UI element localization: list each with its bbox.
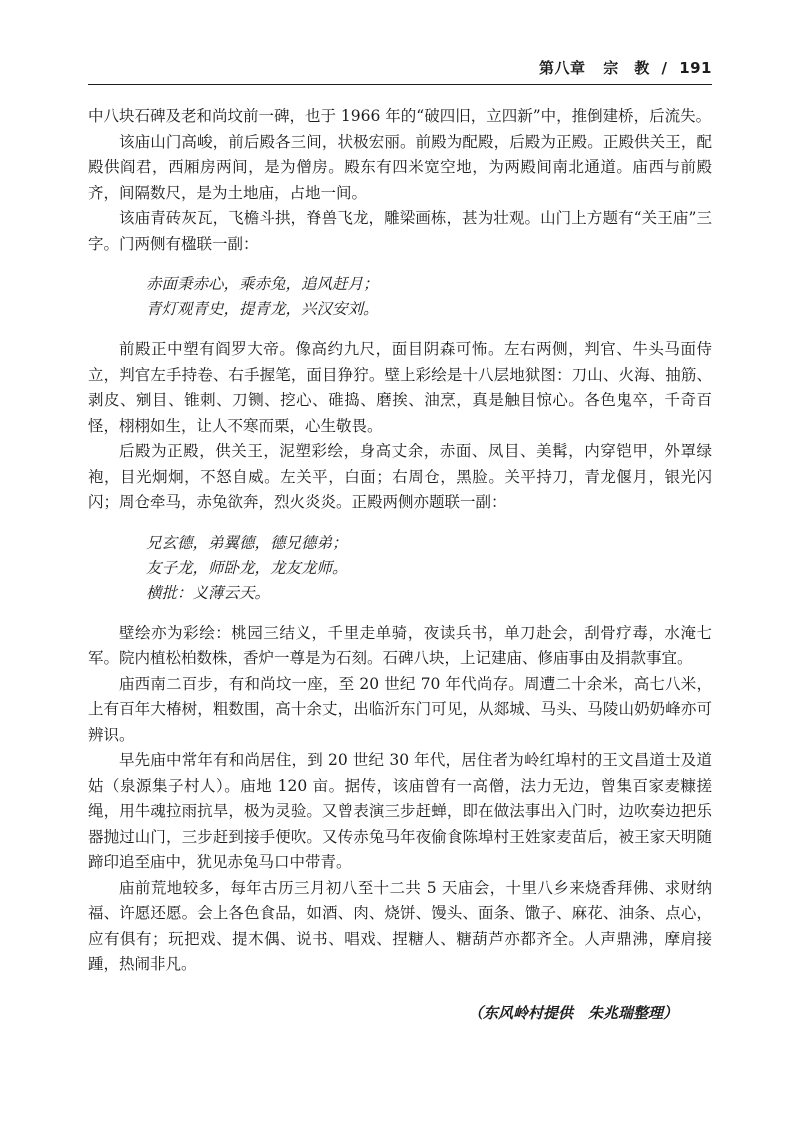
body-text: [88, 104, 712, 1023]
hall-couplet: [146, 531, 712, 606]
paragraph-3: 该庙青砖灰瓦，飞檐斗拱，脊兽飞龙，雕梁画栋，甚为壮观。山门上方题有“关王庙”三字。门两侧有楹联一副：: [88, 209, 712, 253]
paragraph-4: 前殿正中塑有阎罗大帝。像高约九尺，面目阴森可怖。左右两侧，判官、牛头马面侍立，判官左手持卷、右手握笔，面目狰狞。壁上彩绘是十八层地狱图：刀山、火海、抽筋、剥皮、剜目、锥刺、刀铡、挖心、碓捣、磨挨、油烹，真是触目惊心。各色鬼卒，千奇百怪，栩栩如生，让人不寒而栗，心生敬畏。: [88, 340, 712, 435]
couplet-line: 青灯观青史，提青龙，兴汉安刘。: [146, 300, 379, 318]
chapter-label: 第八章: [538, 59, 586, 77]
paragraph-8: 早先庙中常年有和尚居住，到 20 世纪 30 年代，居住者为岭红埠村的王文昌道士及道姑（泉源集子村人）。庙地 120 亩。据传，该庙曾有一高僧，法力无边，曾集百家麦糠搓绳，用牛魂拉雨抗旱，极为灵验。又曾表演三步赶蝉，即在做法事出入门时，边吹奏边把乐器抛过山门，三步赶到接手便吹。又传赤兔马年夜偷食陈埠村王姓家麦苗后，被王家天明随蹄印追至庙中，犹见赤兔马口中带青。: [88, 751, 712, 871]
section-label: 宗 教: [603, 59, 650, 77]
couplet-line: 友子龙，师卧龙，龙友龙师。: [146, 558, 348, 577]
running-head: [539, 57, 712, 78]
paragraph-5: 后殿为正殿，供关王，泥塑彩绘，身高丈余，赤面、凤目、美髯，内穿铠甲，外罩绿袍，目光炯炯，不怒自威。左关平，白面；右周仓，黑脸。关平持刀，青龙偃月，银光闪闪；周仓牵马，赤兔欲奔，烈火炎炎。正殿两侧亦题联一副：: [88, 442, 712, 511]
paragraph-2: 该庙山门高峻，前后殿各三间，状极宏丽。前殿为配殿，后殿为正殿。正殿供关王，配殿供阎君，西厢房两间，是为僧房。殿东有四米宽空地，为两殿间南北通道。庙西与前殿齐，间隔数尺，是为土地庙，占地一间。: [88, 132, 712, 202]
couplet-line: 兄玄德，弟翼德，德兄德弟；: [146, 533, 348, 552]
couplet-horizontal-scroll: 横批：义薄云天。: [146, 583, 271, 602]
page-number: 191: [679, 59, 712, 77]
header-rule: [88, 84, 712, 85]
gate-couplet: [146, 272, 712, 322]
source-credit: （东风岭村提供 朱兆瑞整理）: [467, 1003, 678, 1022]
paragraph-6: 壁绘亦为彩绘：桃园三结义，千里走单骑，夜读兵书，单刀赴会，刮骨疗毒，水淹七军。院内植松柏数株，香炉一尊是为石刻。石碑八块，上记建庙、修庙事由及捐款事宜。: [88, 623, 712, 667]
header-separator: /: [661, 59, 668, 77]
paragraph-7: 庙西南二百步，有和尚坟一座，至 20 世纪 70 年代尚存。周遭二十余米，高七八米，上有百年大椿树，粗数围，高十余丈，出临沂东门可见，从郯城、马头、马陵山奶奶峰亦可辨识。: [88, 674, 712, 744]
couplet-line: 赤面秉赤心，乘赤兔，追风赶月；: [146, 275, 379, 293]
paragraph-9: 庙前荒地较多，每年古历三月初八至十二共 5 天庙会，十里八乡来烧香拜佛、求财纳福、许愿还愿。会上各色食品，如酒、肉、烧饼、馒头、面条、馓子、麻花、油条、点心，应有俱有；玩把戏、提木偶、说书、唱戏、捏糖人、糖葫芦亦都齐全。人声鼎沸，摩肩接踵，热闹非凡。: [88, 878, 712, 973]
paragraph-1: 中八块石碑及老和尚坟前一碑，也于 1966 年的“破四旧，立四新”中，推倒建桥，后流失。: [88, 107, 712, 125]
